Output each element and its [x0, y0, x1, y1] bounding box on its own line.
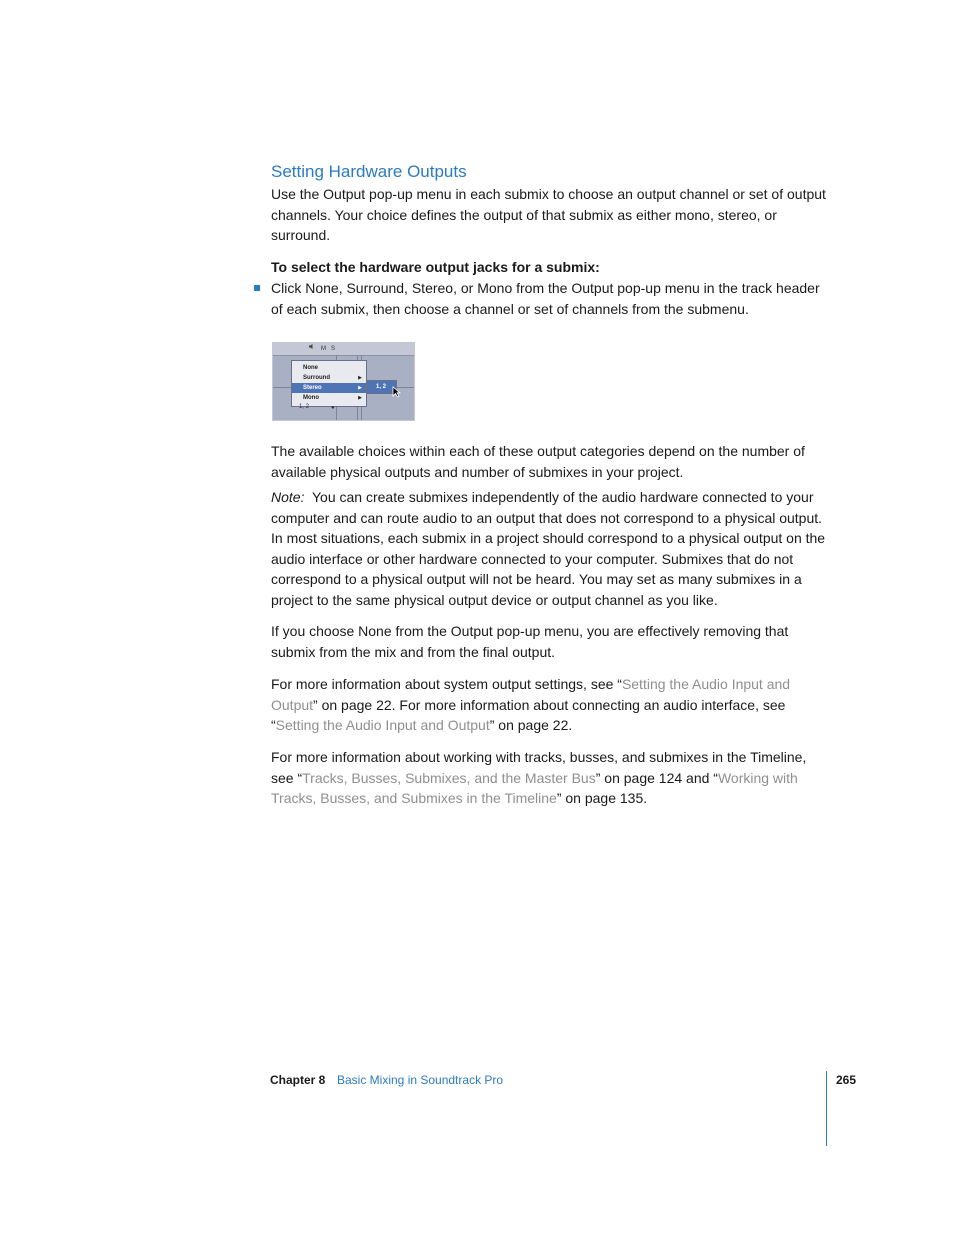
task-title: To select the hardware output jacks for a submix: — [271, 259, 600, 275]
menu-item-mono[interactable] — [292, 393, 366, 403]
paragraph-system-output — [271, 674, 826, 736]
menu-item-label: Surround — [303, 375, 330, 381]
text-run: For more information about system output settings, see “ — [271, 676, 622, 692]
paragraph-choices: The available choices within each of these output categories depend on the number of available physical outputs and number of submixes in your project. — [271, 443, 805, 480]
submenu-arrow-icon: ▶ — [358, 375, 362, 381]
text-run: For more information about working with tracks, busses, and submixes in the Timeline, see “ — [271, 749, 807, 786]
bullet-square-icon — [254, 285, 260, 291]
paragraph-timeline-info — [271, 747, 826, 809]
menu-item-label: Mono — [303, 395, 319, 401]
submenu-arrow-icon: ▶ — [358, 395, 362, 401]
page-number: 265 — [836, 1073, 857, 1087]
menu-item-surround[interactable] — [292, 373, 366, 383]
solo-label: S — [331, 346, 336, 352]
menu-item-label: None — [303, 365, 318, 371]
xref-link-audio-io-2[interactable]: Setting the Audio Input and Output — [275, 717, 490, 733]
note-label: Note: — [271, 489, 305, 505]
track-header-strip — [273, 343, 415, 356]
xref-link-audio-io[interactable]: Setting the Audio Input and Output — [271, 676, 791, 713]
menu-item-label: Stereo — [303, 385, 322, 391]
xref-link-tracks-busses[interactable]: Tracks, Busses, Submixes, and the Master Bus — [302, 769, 596, 786]
menu-item-stereo[interactable] — [292, 383, 366, 393]
dot-indicator: ● — [331, 405, 335, 411]
task-bullet-text: Click None, Surround, Stereo, or Mono from the Output pop-up menu in the track header of each submix, then choose a channel or set of channels from the submenu. — [271, 280, 820, 317]
section-heading: Setting Hardware Outputs — [271, 162, 467, 181]
text-run: ” on page 22. For more information about connecting an audio interface, see “ — [271, 696, 786, 733]
intro-paragraph: Use the Output pop-up menu in each submix to choose an output channel or set of output channels. Your choice defines the output of that submix as either mono, stereo, or surround. — [271, 186, 826, 243]
output-popup-menu[interactable] — [291, 360, 367, 407]
mouse-pointer-icon — [392, 386, 401, 398]
channel-submenu-item[interactable]: 1, 2 — [367, 380, 397, 394]
text-run: ” on page 135. — [556, 790, 648, 806]
submenu-arrow-icon: ▶ — [358, 385, 362, 391]
output-menu-screenshot — [272, 342, 415, 421]
paragraph-none-option: If you choose None from the Output pop-up menu, you are effectively removing that submix from the mix and from the final output. — [271, 623, 789, 660]
note-paragraph — [271, 487, 826, 610]
footer-rule — [826, 1071, 827, 1146]
text-run: ” on page 22. — [489, 717, 573, 733]
mute-label: M — [321, 346, 326, 352]
footer-chapter-title[interactable]: Basic Mixing in Soundtrack Pro — [337, 1073, 504, 1087]
output-value-label: 1, 2 — [299, 404, 310, 410]
menu-item-none[interactable] — [292, 363, 366, 373]
footer-chapter-label: Chapter 8 — [270, 1073, 326, 1087]
note-text: You can create submixes independently of the audio hardware connected to your computer and can route audio to an output that does not correspond to a physical output. In most situations, each submix in a project should correspond to a physical output on the audio interface or other hardware connected to your computer. Submixes that do not correspond to a physical output will not be heard. You may set as many submixes in a project to the same physical output device or output channel as you like. — [271, 489, 826, 608]
text-run: ” on page 124 and “ — [595, 769, 718, 786]
speaker-icon — [308, 343, 315, 355]
xref-link-working-with-tracks[interactable]: Working with Tracks, Busses, and Submixes in the Timeline — [271, 769, 798, 806]
